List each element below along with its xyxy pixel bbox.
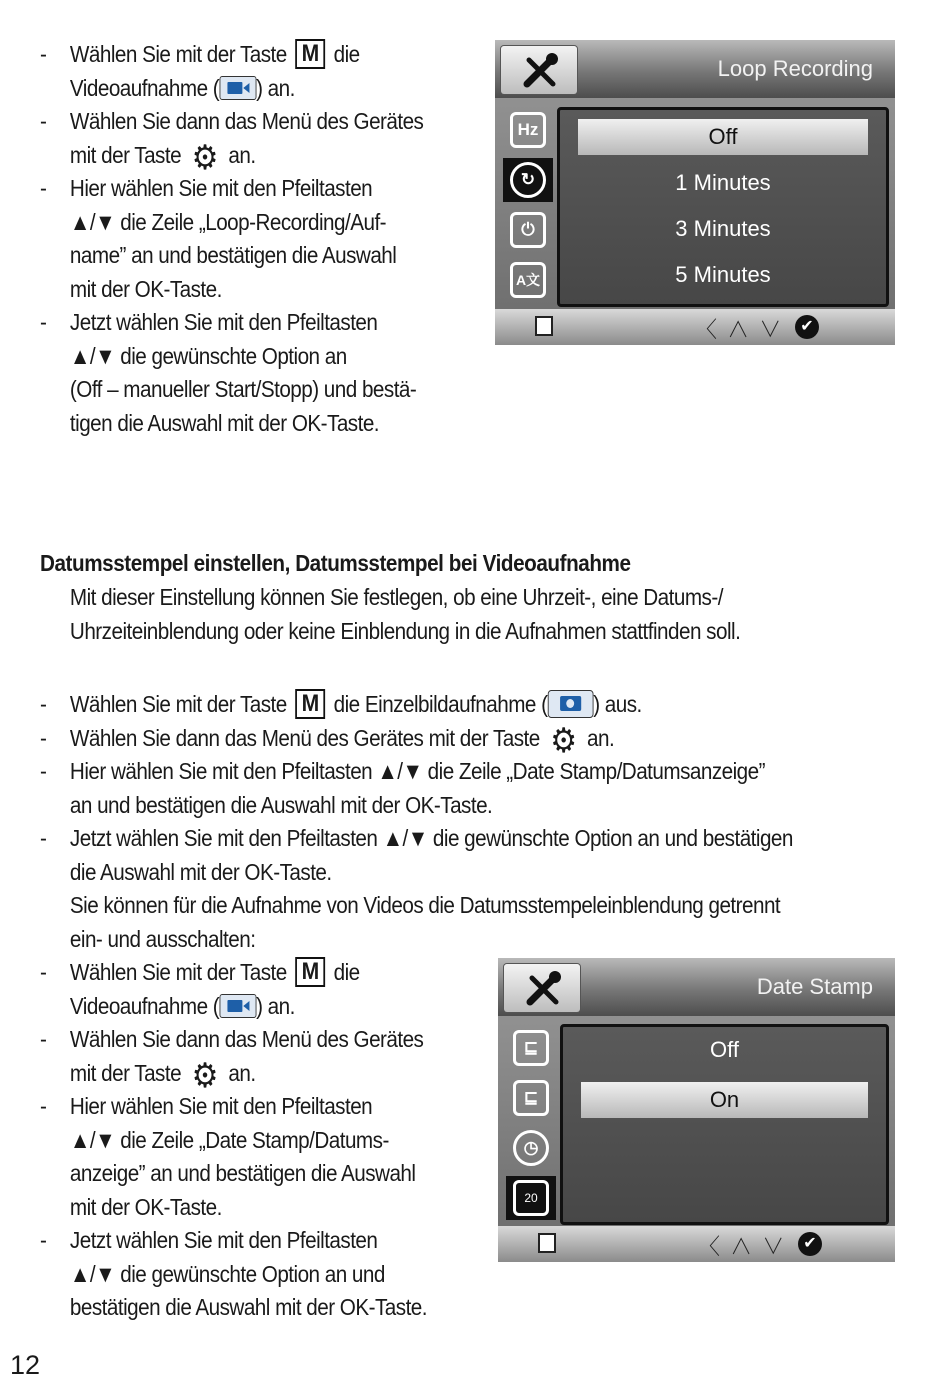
menu-doc-icon — [535, 316, 553, 336]
language-menu-item[interactable] — [503, 258, 553, 302]
note-line: Sie können für die Aufnahme von Videos die Datumsstempeleinblendung getrennt — [69, 892, 781, 918]
m-key-icon: M — [296, 689, 325, 719]
clock-menu-item[interactable] — [506, 1126, 556, 1170]
gear-icon: ⚙ — [550, 721, 577, 760]
video-camera-icon — [219, 994, 256, 1018]
tools-icon — [524, 970, 564, 1008]
step-item: - Hier wählen Sie mit den Pfeiltasten ▲/▼ die Zeile „Date Stamp/Datumsanzeige” an und bestätigen die Auswahl mit der OK-Taste. — [40, 758, 765, 818]
gear-icon: ⚙ — [191, 138, 218, 177]
option-on[interactable]: On — [581, 1082, 868, 1118]
screen-title: Loop Recording — [717, 56, 873, 81]
frequency-menu-item[interactable] — [503, 108, 553, 152]
menu-doc-icon — [538, 1233, 556, 1253]
settings-tab — [501, 46, 577, 94]
note-line: ein- und ausschalten: — [69, 925, 256, 952]
section1-steps — [40, 38, 423, 440]
side-menu — [503, 108, 561, 308]
step-item: - Wählen Sie dann das Menü des Gerätes mit der Taste ⚙ an. — [40, 1026, 424, 1095]
options-panel — [557, 107, 889, 307]
step-item: - Jetzt wählen Sie mit den Pfeiltasten ▲/▼ die gewünschte Option an (Off – manueller Start/Stopp) und bestä- tigen die Auswahl mit der OK-Taste. — [40, 309, 417, 436]
step-item: - Wählen Sie mit der Taste M die Videoaufnahme ( ) an. — [40, 958, 360, 1019]
m-key-icon: M — [296, 957, 325, 987]
image-size-menu-item[interactable] — [506, 1026, 556, 1070]
screen-header — [498, 958, 895, 1016]
nav-arrows-icon: 〈 ∧ ∨ — [695, 317, 784, 342]
screen-title: Date Stamp — [756, 974, 873, 999]
screen-header — [495, 40, 895, 98]
step-item: - Wählen Sie dann das Menü des Gerätes mit der Taste ⚙ an. — [40, 721, 615, 760]
image-size-icon: ⊑ — [513, 1080, 549, 1116]
section-heading: Datumsstempel einstellen, Datumsstempel bei Videoaufnahme — [40, 550, 631, 576]
loop-recording-screen — [495, 40, 895, 345]
video-camera-icon — [219, 76, 256, 100]
step-item: - Wählen Sie mit der Taste M die Videoaufnahme ( ) an. — [40, 40, 360, 101]
option-5-minutes[interactable]: 5 Minutes — [675, 262, 771, 287]
ok-check-icon: ✔ — [795, 315, 819, 339]
loop-icon: ↻ — [510, 162, 546, 198]
ok-check-icon: ✔ — [798, 1232, 822, 1256]
m-key-icon: M — [296, 39, 325, 69]
option-1-minutes[interactable]: 1 Minutes — [675, 170, 771, 195]
frequency-icon: Hz — [510, 112, 546, 148]
loop-menu-item[interactable] — [503, 158, 553, 202]
step-item: - Hier wählen Sie mit den Pfeiltasten ▲/▼ die Zeile „Date Stamp/Datums- anzeige” an und bestätigen die Auswahl mit der OK-Taste. — [40, 1093, 416, 1220]
step-item: - Hier wählen Sie mit den Pfeiltasten ▲/▼ die Zeile „Loop-Recording/Auf- name” an und bestätigen die Auswahl mit der OK-Taste. — [40, 175, 397, 302]
language-icon: A文 — [510, 262, 546, 298]
step-item: - Wählen Sie mit der Taste M die Einzelbildaufnahme ( ) aus. — [40, 690, 642, 717]
date-stamp-screen — [498, 958, 895, 1262]
tools-icon — [521, 52, 561, 90]
gear-icon: ⚙ — [191, 1056, 218, 1095]
clock-icon: ◷ — [513, 1130, 549, 1166]
date-stamp-menu-item[interactable] — [506, 1176, 556, 1220]
photo-camera-icon — [547, 690, 593, 718]
options-panel — [560, 1024, 889, 1225]
option-off[interactable]: Off — [578, 119, 868, 155]
step-item: - Jetzt wählen Sie mit den Pfeiltasten ▲/▼ die gewünschte Option an und bestätigen die Auswahl mit der OK-Taste. — [40, 825, 793, 885]
power-icon: ⏻ — [510, 212, 546, 248]
power-menu-item[interactable] — [503, 208, 553, 252]
calendar-icon: 20 — [513, 1180, 549, 1216]
section2-intro: Mit dieser Einstellung können Sie festlegen, ob eine Uhrzeit-, eine Datums-/ Uhrzeiteinblendung oder keine Einblendung in die Aufnahmen stattfinden soll. — [69, 584, 741, 644]
option-off[interactable]: Off — [710, 1037, 739, 1062]
image-size-icon: ⊑ — [513, 1030, 549, 1066]
step-item: - Jetzt wählen Sie mit den Pfeiltasten ▲/▼ die gewünschte Option an und bestätigen die Auswahl mit der OK-Taste. — [40, 1227, 427, 1320]
option-3-minutes[interactable]: 3 Minutes — [675, 216, 771, 241]
step-item: - Wählen Sie dann das Menü des Gerätes mit der Taste ⚙ an. — [40, 108, 424, 177]
image-size-menu-item[interactable] — [506, 1076, 556, 1120]
page-number: 12 — [10, 1350, 41, 1380]
screen-footer — [498, 1226, 895, 1262]
side-menu — [506, 1026, 564, 1226]
screen-footer — [495, 309, 895, 345]
settings-tab — [504, 964, 580, 1012]
nav-arrows-icon: 〈 ∧ ∨ — [698, 1234, 787, 1259]
